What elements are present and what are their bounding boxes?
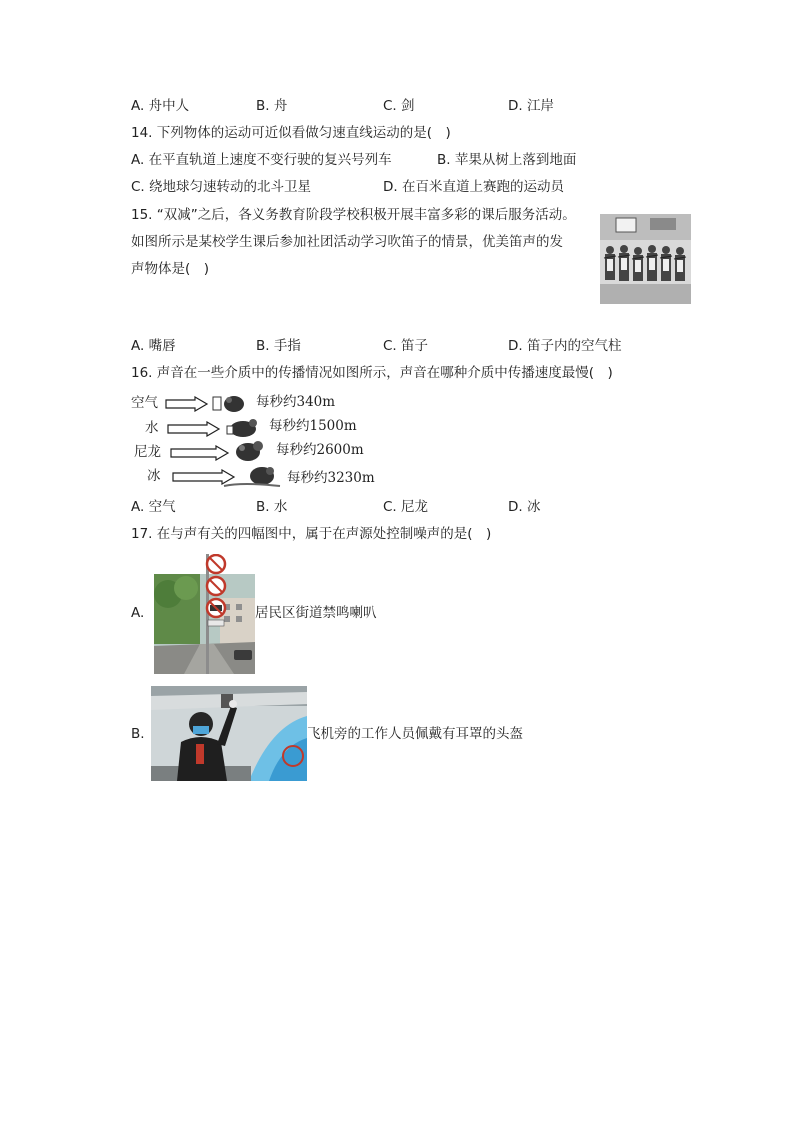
q15-option-a: A. 嘴唇 [131,338,176,354]
speed-label-water: 每秒约1500m [269,418,357,434]
medium-label-nylon: 尼龙 [134,444,161,460]
arrow-icon [167,421,221,437]
medium-label-air: 空气 [131,395,158,411]
q15-option-b: B. 手指 [256,338,301,354]
q13-option-c: C. 剑 [383,98,415,114]
q16-option-c: C. 尼龙 [383,499,429,515]
q15-stem-line1: 15. “双减”之后，各义务教育阶段学校积极开展丰富多彩的课后服务活动。 [131,207,576,223]
q16-option-a: A. 空气 [131,499,176,515]
medium-label-water: 水 [145,420,159,436]
speed-label-ice: 每秒约3230m [287,470,375,486]
q13-option-a: A. 舟中人 [131,98,190,114]
speed-label-nylon: 每秒约2600m [276,442,364,458]
q14-stem: 14. 下列物体的运动可近似看做匀速直线运动的是( ) [131,125,451,141]
airport-worker-photo [151,686,307,781]
speed-label-air: 每秒约340m [256,394,336,410]
medium-label-ice: 冰 [147,468,161,484]
no-honking-street-photo [154,554,255,674]
arrow-icon [170,445,230,461]
q15-stem-line3: 声物体是( ) [131,261,210,277]
q17-stem: 17. 在与声有关的四幅图中，属于在声源处控制噪声的是( ) [131,526,492,542]
q14-option-d: D. 在百米直道上赛跑的运动员 [383,179,564,195]
q14-option-a: A. 在平直轨道上速度不变行驶的复兴号列车 [131,152,392,168]
sound-source-icon [223,416,265,438]
q15-option-c: C. 笛子 [383,338,429,354]
flute-class-photo [600,214,691,304]
q13-option-d: D. 江岸 [508,98,554,114]
q16-stem: 16. 声音在一些介质中的传播情况如图所示，声音在哪种介质中传播速度最慢( ) [131,365,613,381]
q17-option-b-text: 飞机旁的工作人员佩戴有耳罩的头盔 [307,726,523,742]
q14-option-b: B. 苹果从树上落到地面 [437,152,577,168]
sound-source-icon [222,462,282,490]
q13-option-b: B. 舟 [256,98,288,114]
sound-source-icon [230,438,270,462]
q15-option-d: D. 笛子内的空气柱 [508,338,622,354]
arrow-icon [165,396,209,412]
q16-option-d: D. 冰 [508,499,541,515]
q17-option-a-label: A. [131,605,145,621]
q17-option-a-text: 居民区街道禁鸣喇叭 [255,605,377,621]
q17-option-b-label: B. [131,726,145,742]
q15-stem-line2: 如图所示是某校学生课后参加社团活动学习吹笛子的情景，优美笛声的发 [131,234,563,250]
sound-source-icon [210,392,246,414]
q16-option-b: B. 水 [256,499,288,515]
q14-option-c: C. 绕地球匀速转动的北斗卫星 [131,179,312,195]
